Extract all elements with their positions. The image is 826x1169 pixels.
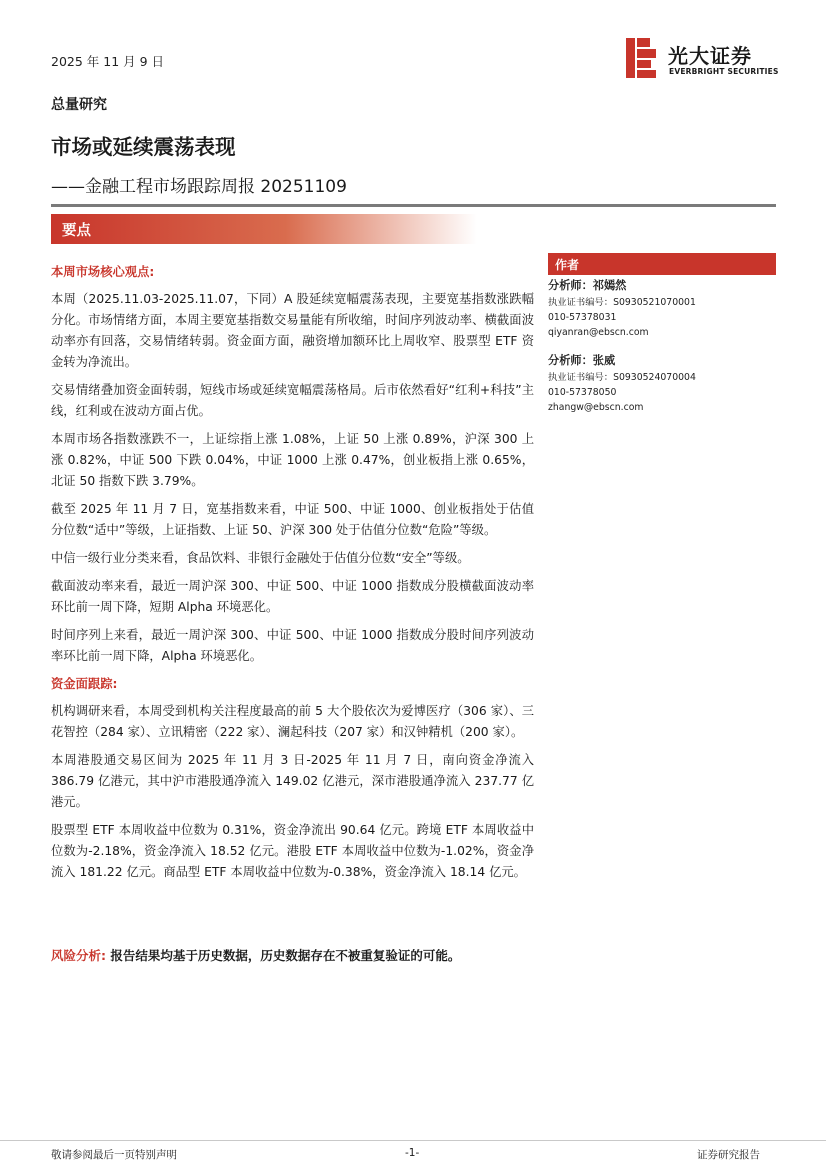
analyst-email[interactable]: zhangw@ebscn.com xyxy=(548,402,644,413)
analyst-license: 执业证书编号：S0930521070001 xyxy=(548,297,696,308)
core-paragraph: 中信一级行业分类来看，食品饮料、非银行金融处于估值分位数“安全”等级。 xyxy=(51,551,470,565)
footer-divider xyxy=(0,1140,826,1141)
page-number: -1- xyxy=(405,1147,420,1159)
key-points-label: 要点 xyxy=(62,223,91,239)
analyst-name: 分析师：祁嫣然 xyxy=(548,279,627,292)
title-divider xyxy=(51,204,776,207)
report-date: 2025 年 11 月 9 日 xyxy=(51,54,165,69)
author-sidebar xyxy=(548,253,776,415)
logo-chinese-name: 光大证券 xyxy=(668,44,752,68)
fund-paragraph: 股票型 ETF 本周收益中位数为 0.31%，资金净流出 90.64 亿元。跨境 ETF 本周收益中位数为-2.18%，资金净流入 18.52 亿元。港股 ETF 本周收益中位数为-1.02%，资金净流入 181.22 亿元。商品型 ETF 本周收益中位数为-0.38%，资金净流入 18.14 亿元。 xyxy=(51,823,534,879)
author-heading: 作者 xyxy=(548,253,776,275)
logo-english-name: EVERBRIGHT SECURITIES xyxy=(669,67,779,76)
fund-paragraph: 本周港股通交易区间为 2025 年 11 月 3 日-2025 年 11 月 7 日，南向资金净流入 386.79 亿港元，其中沪市港股通净流入 149.02 亿港元，深市港股通净流入 237.77 亿港元。 xyxy=(51,753,534,809)
core-paragraph: 本周市场各指数涨跌不一，上证综指上涨 1.08%，上证 50 上涨 0.89%，沪深 300 上涨 0.82%，中证 500 下跌 0.04%，中证 1000 上涨 0.47%，创业板指上涨 0.65%，北证 50 指数下跌 3.79%。 xyxy=(51,432,534,488)
analyst-phone: 010-57378050 xyxy=(548,387,617,398)
core-paragraph: 截至 2025 年 11 月 7 日，宽基指数来看，中证 500、中证 1000、创业板指处于估值分位数“适中”等级，上证指数、上证 50、沪深 300 处于估值分位数“危险”等级。 xyxy=(51,502,534,537)
footer-disclaimer-note: 敬请参阅最后一页特别声明 xyxy=(51,1149,177,1161)
core-view-heading: 本周市场核心观点: xyxy=(51,265,155,279)
footer-report-type: 证券研究报告 xyxy=(697,1149,760,1161)
analyst-license: 执业证书编号：S0930524070004 xyxy=(548,372,696,383)
main-body xyxy=(51,262,534,890)
analyst-phone: 010-57378031 xyxy=(548,312,617,323)
analyst-card xyxy=(548,277,776,340)
core-paragraph: 截面波动率来看，最近一周沪深 300、中证 500、中证 1000 指数成分股横截面波动率环比前一周下降，短期 Alpha 环境恶化。 xyxy=(51,579,534,614)
report-category: 总量研究 xyxy=(51,97,107,113)
analyst-card xyxy=(548,352,776,415)
core-paragraph: 交易情绪叠加资金面转弱，短线市场或延续宽幅震荡格局。后市依然看好“红利+科技”主线，红利或在波动方面占优。 xyxy=(51,383,534,418)
core-paragraph: 本周（2025.11.03-2025.11.07，下同）A 股延续宽幅震荡表现，主要宽基指数涨跌幅分化。市场情绪方面，本周主要宽基指数交易量能有所收缩，时间序列波动率、横截面波动率亦有回落，交易情绪转弱。资金面方面，融资增加额环比上周收窄、股票型 ETF 资金转为净流出。 xyxy=(51,292,534,369)
brand-logo xyxy=(626,38,786,80)
risk-label: 风险分析: xyxy=(51,948,106,963)
core-paragraph: 时间序列上来看，最近一周沪深 300、中证 500、中证 1000 指数成分股时间序列波动率环比前一周下降，Alpha 环境恶化。 xyxy=(51,628,534,663)
fund-tracking-heading: 资金面跟踪: xyxy=(51,677,118,691)
analyst-name: 分析师：张威 xyxy=(548,354,616,367)
fund-paragraph: 机构调研来看，本周受到机构关注程度最高的前 5 大个股依次为爱博医疗（306 家）、三花智控（284 家）、立讯精密（222 家）、澜起科技（207 家）和汉钟精机（200 家）。 xyxy=(51,704,534,739)
risk-analysis xyxy=(51,946,460,964)
risk-text: 报告结果均基于历史数据，历史数据存在不被重复验证的可能。 xyxy=(110,948,461,963)
everbright-logo-icon xyxy=(626,38,656,78)
report-subtitle: ——金融工程市场跟踪周报 20251109 xyxy=(51,177,347,197)
key-points-banner xyxy=(51,214,477,244)
report-title: 市场或延续震荡表现 xyxy=(51,135,236,159)
analyst-email[interactable]: qiyanran@ebscn.com xyxy=(548,327,649,338)
